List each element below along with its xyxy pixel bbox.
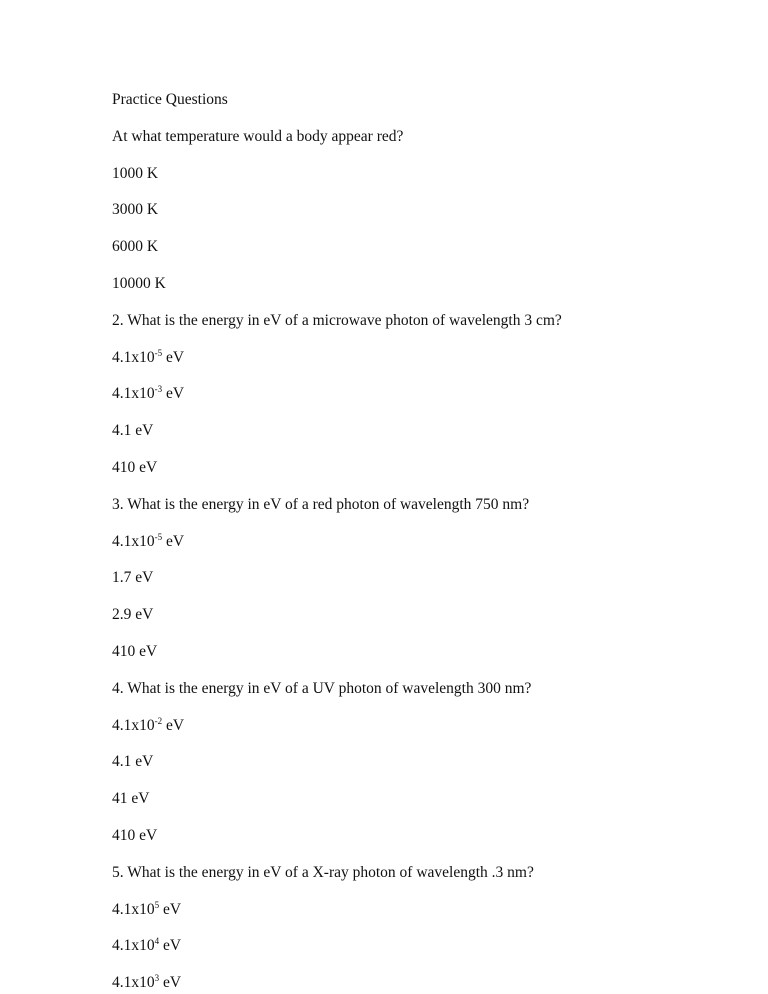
answer-option: 410 eV bbox=[112, 459, 158, 476]
answer-option: 41 eV bbox=[112, 790, 150, 808]
answer-option: 10000 K bbox=[112, 275, 166, 292]
question-text: 2. What is the energy in eV of a microwave photon of wavelength 3 cm? bbox=[112, 311, 562, 329]
answer-option: $4.1x10^{-3}$ eV bbox=[112, 384, 185, 403]
page-heading: Practice Questions bbox=[112, 91, 228, 108]
answer-option: 3000 K bbox=[112, 201, 159, 219]
question-text: 5. What is the energy in eV of a X-ray photon of wavelength .3 nm? bbox=[112, 863, 534, 881]
answer-option: $4.1x10^5$ eV bbox=[112, 899, 182, 918]
question-text: 3. What is the energy in eV of a red photon of wavelength 750 nm? bbox=[112, 495, 530, 513]
answer-option: $4.1x10^{-5}$ eV bbox=[112, 347, 185, 366]
answer-option: 410 eV bbox=[112, 643, 158, 660]
question-text: 4. What is the energy in eV of a UV photon of wavelength 300 nm? bbox=[112, 679, 532, 697]
answer-option: $4.1x10^4$ eV bbox=[112, 936, 182, 955]
answer-option: 4.1 eV bbox=[112, 753, 154, 771]
answer-option: $4.1x10^{-2}$ eV bbox=[112, 715, 185, 734]
answer-option: 2.9 eV bbox=[112, 606, 154, 624]
answer-option: 1.7 eV bbox=[112, 569, 154, 587]
answer-option: 410 eV bbox=[112, 827, 158, 844]
answer-option: 1000 K bbox=[112, 164, 159, 182]
answer-option: 4.1 eV bbox=[112, 422, 154, 440]
answer-option: $4.1x10^{-5}$ eV bbox=[112, 531, 185, 550]
question-text: At what temperature would a body appear red? bbox=[112, 127, 404, 145]
answer-option: $4.1x10^3$ eV bbox=[112, 973, 182, 992]
answer-option: 6000 K bbox=[112, 238, 159, 256]
